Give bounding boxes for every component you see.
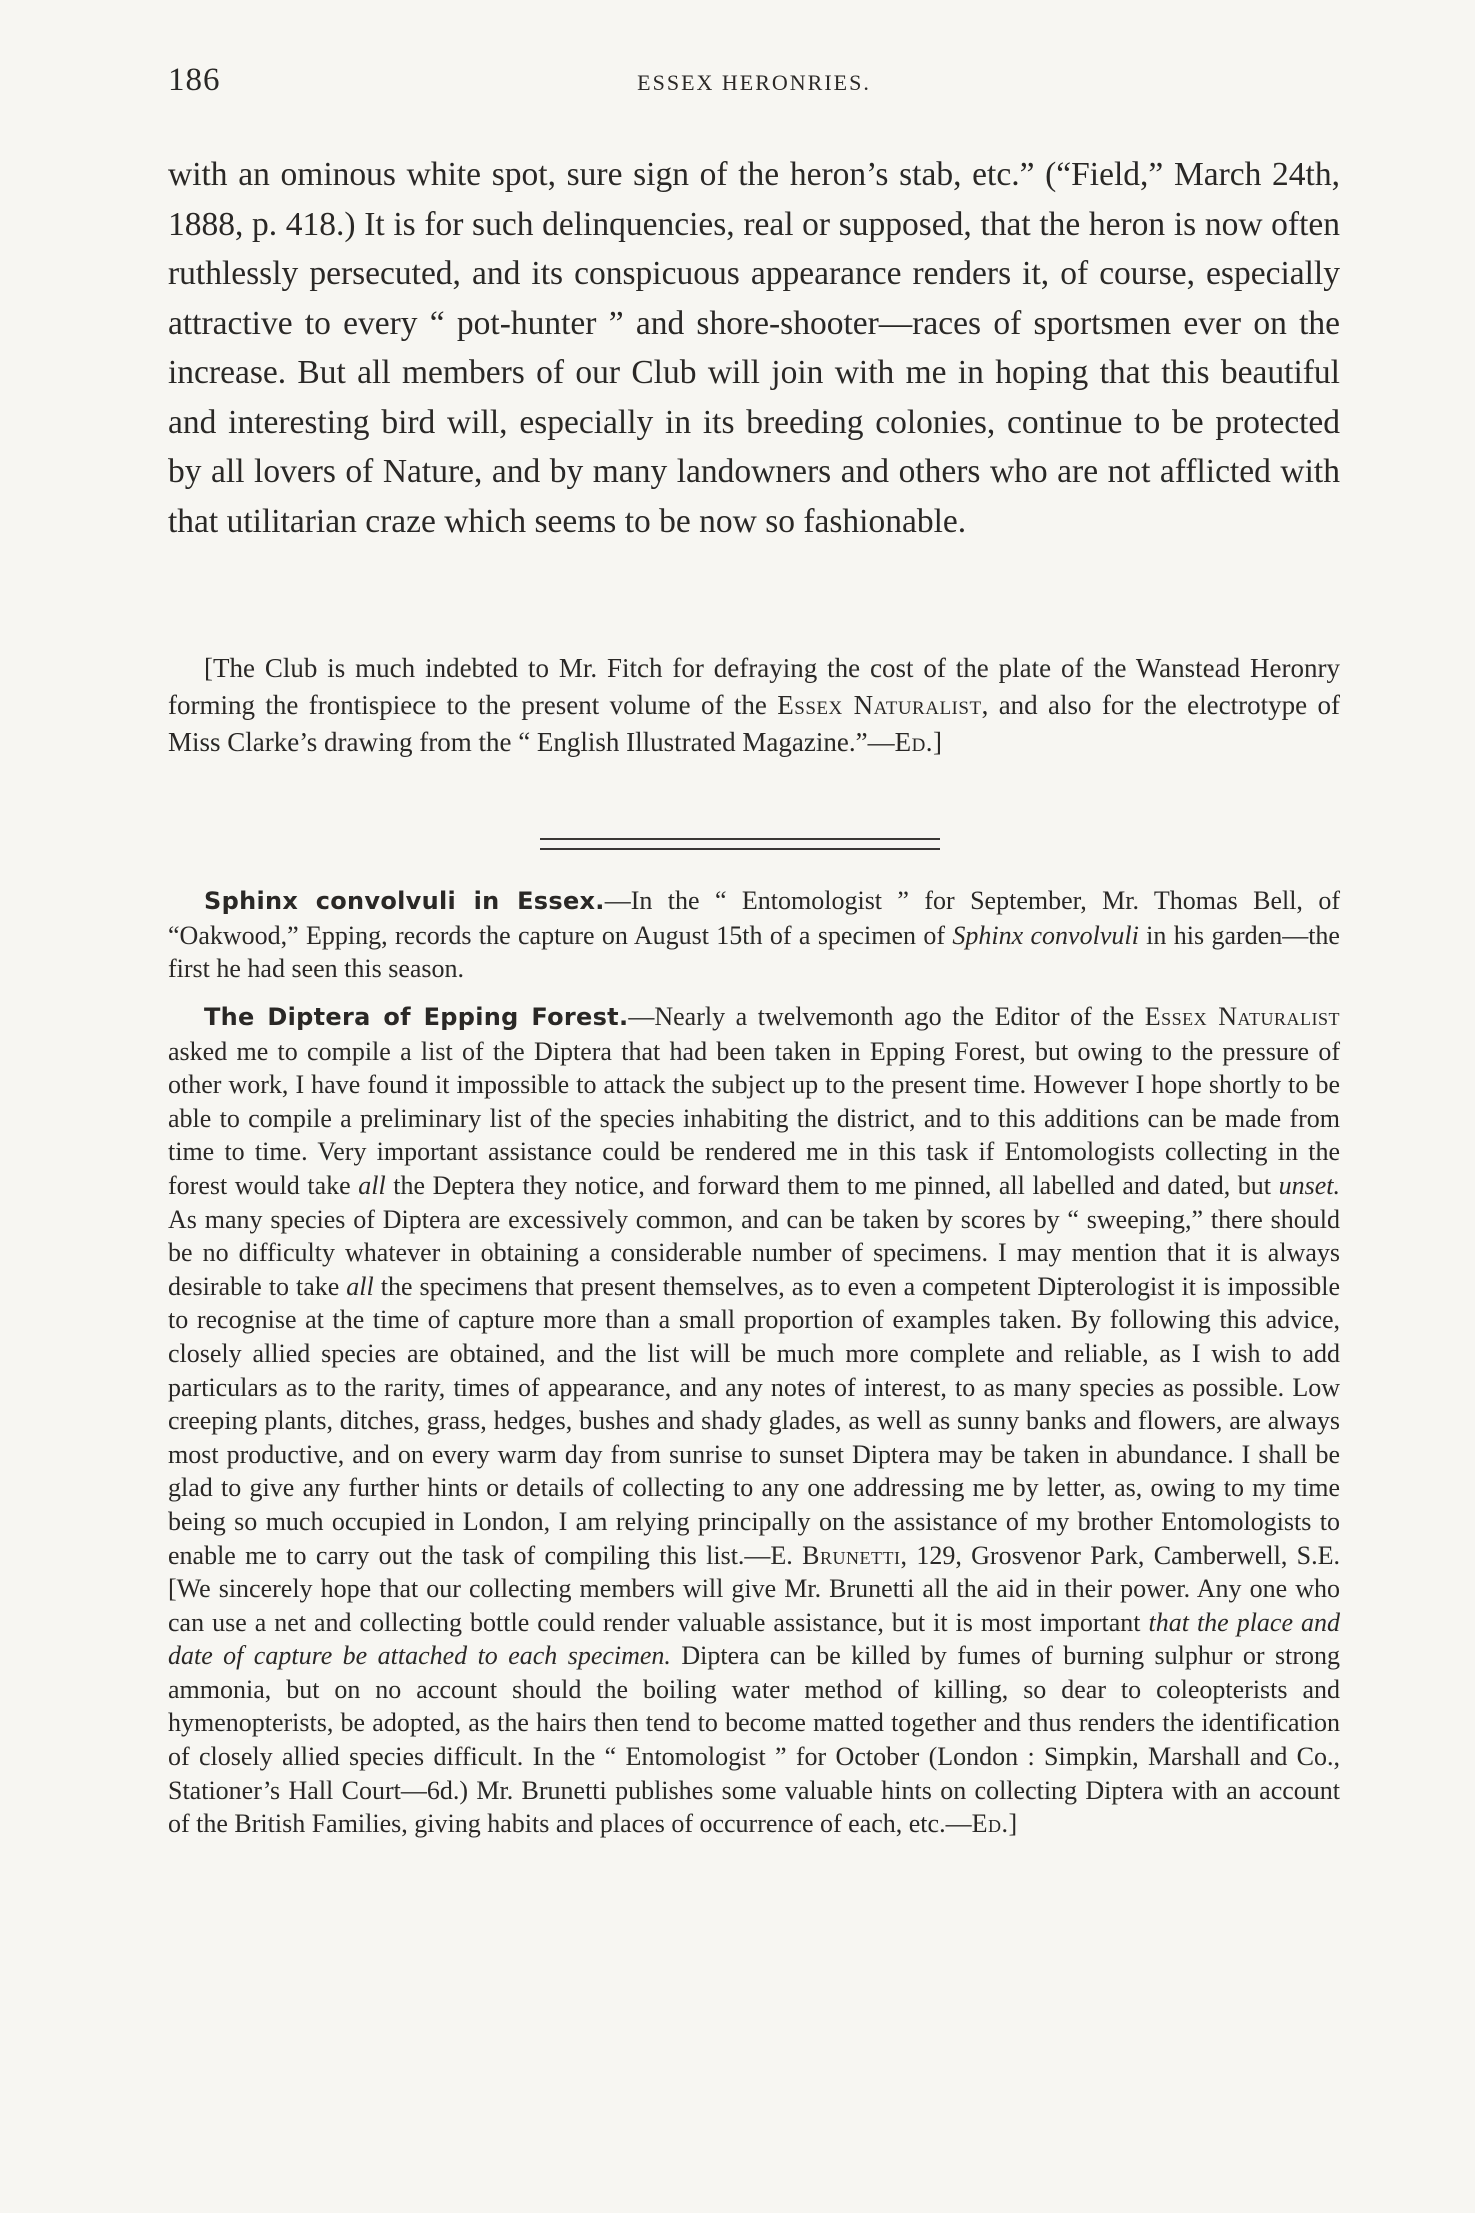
- editor-signature: Ed.: [894, 727, 934, 757]
- species-name: Sphinx convolvuli: [952, 920, 1139, 950]
- editor-note: [168, 650, 1340, 761]
- diptera-paragraph: [168, 1000, 1340, 1841]
- emphasis-all: all: [346, 1271, 374, 1301]
- diptera-text-5: the specimens that present themselves, as to even a competent Dipterologist it is impossible to recognise at the time of capture more than a small proportion of examples taken. By following this advice, closely allied species are obtained, and the list will be much more complete and reliable, as I wish to add particulars as to the rarity, times of appearance, and any notes of interest, to as many species as possible. Low creeping plants, ditches, grass, hedges, bushes and shady glades, as well as sunny banks and flowers, are always most productive, and on every warm day from sunrise to sunset Diptera may be taken in abundance. I shall be glad to give any further hints or details of collecting to any one addressing me by letter, as, owing to my time being so much occupied in London, I am relying principally on the assistance of my brother Entomologists to enable me to carry out the task of compiling this list.—E.: [168, 1271, 1340, 1570]
- diptera-section: [168, 1000, 1340, 1841]
- diptera-text-2: asked me to compile a list of the Diptera that had been taken in Epping Forest, but owing to the pressure of other work, I have found it impossible to attack the subject up to the present time. However I hope shortly to be able to compile a preliminary list of the species inhabiting the district, and to this additions can be made from time to time. Very important assistance could be rendered me in this task if Entomologists collecting in the forest would take: [168, 1036, 1340, 1200]
- section-heading: The Diptera of Epping Forest.: [204, 1003, 629, 1031]
- page-number: 186: [168, 62, 221, 98]
- sphinx-paragraph: [168, 884, 1340, 986]
- section-divider: [540, 838, 940, 850]
- emphasis-unset: unset.: [1278, 1170, 1340, 1200]
- main-paragraph: with an ominous white spot, sure sign of the heron’s stab, etc.” (“Field,” March 24th, 1888, p. 418.) It is for such delinquencies, real or supposed, that the heron is now often ruthlessly persecuted, and its conspicuous appearance renders it, of course, especially attractive to every “ pot-hunter ” and shore-shooter—races of sportsmen ever on the increase. But all members of our Club will join with me in hoping that this beautiful and interesting bird will, especially in its breeding colonies, continue to be protected by all lovers of Nature, and by many landowners and others who are not afflicted with that utilitarian craze which seems to be now so fashionable.: [168, 156, 1340, 540]
- diptera-text-1: —Nearly a twelvemonth ago the Editor of the: [628, 1002, 1145, 1031]
- diptera-text-7: Diptera can be killed by fumes of burning sulphur or strong ammonia, but on no account should the boiling water method of killing, so dear to coleopterists and hymenopterists, be adopted, as the hairs then tend to become matted together and thus renders the identification of closely allied species difficult. In the “ Entomologist ” for October (London : Simpkin, Marshall and Co., Stationer’s Hall Court—6d.) Mr. Brunetti publishes some valuable hints on collecting Diptera with an account of the British Families, giving habits and places of occurrence of each, etc.—: [168, 1641, 1340, 1839]
- emphasis-instruction: that the place and date of capture be attached to each specimen.: [168, 1607, 1341, 1671]
- emphasis-all: all: [358, 1170, 386, 1200]
- diptera-text-6: , 129, Grosvenor Park, Camberwell, S.E. [We sincerely hope that our collecting members will give Mr. Brunetti all the aid in their power. Any one who can use a net and collecting bottle could render valuable assistance, but it is most important: [168, 1540, 1340, 1637]
- sphinx-text-2: in his garden—the first he had seen this season.: [168, 920, 1340, 984]
- section-heading: Sphinx convolvuli in Essex.: [204, 887, 605, 915]
- journal-name: Essex Naturalist: [777, 690, 982, 720]
- note-text-2: , and also for the electrotype of Miss Clarke’s drawing from the “ English Illustrated Magazine.”—: [168, 690, 1340, 757]
- main-text: [168, 150, 1340, 546]
- diptera-text-4: As many species of Diptera are excessively common, and can be taken by scores by “ sweeping,” there should be no difficulty whatever in obtaining a considerable number of specimens. I may mention that it is always desirable to take: [168, 1204, 1340, 1301]
- diptera-text-3: the Deptera they notice, and forward them to me pinned, all labelled and dated, but: [385, 1170, 1279, 1200]
- author-name: Brunetti: [802, 1540, 901, 1570]
- sphinx-text-1: —In the “ Entomologist ” for September, Mr. Thomas Bell, of “Oakwood,” Epping, records the capture on August 15th of a specimen of: [168, 886, 1340, 950]
- editor-note-paragraph: [168, 650, 1340, 761]
- note-close: ]: [933, 727, 943, 757]
- journal-name: Essex Naturalist: [1144, 1002, 1341, 1031]
- note-text-1: [The Club is much indebted to Mr. Fitch for defraying the cost of the plate of the Wanstead Heronry forming the frontispiece to the present volume of the: [168, 653, 1340, 720]
- editor-signature: Ed.: [971, 1809, 1009, 1839]
- sphinx-section: [168, 884, 1340, 986]
- page-header: [168, 62, 1340, 102]
- running-title: ESSEX HERONRIES.: [637, 70, 871, 95]
- note-close: ]: [1008, 1809, 1018, 1839]
